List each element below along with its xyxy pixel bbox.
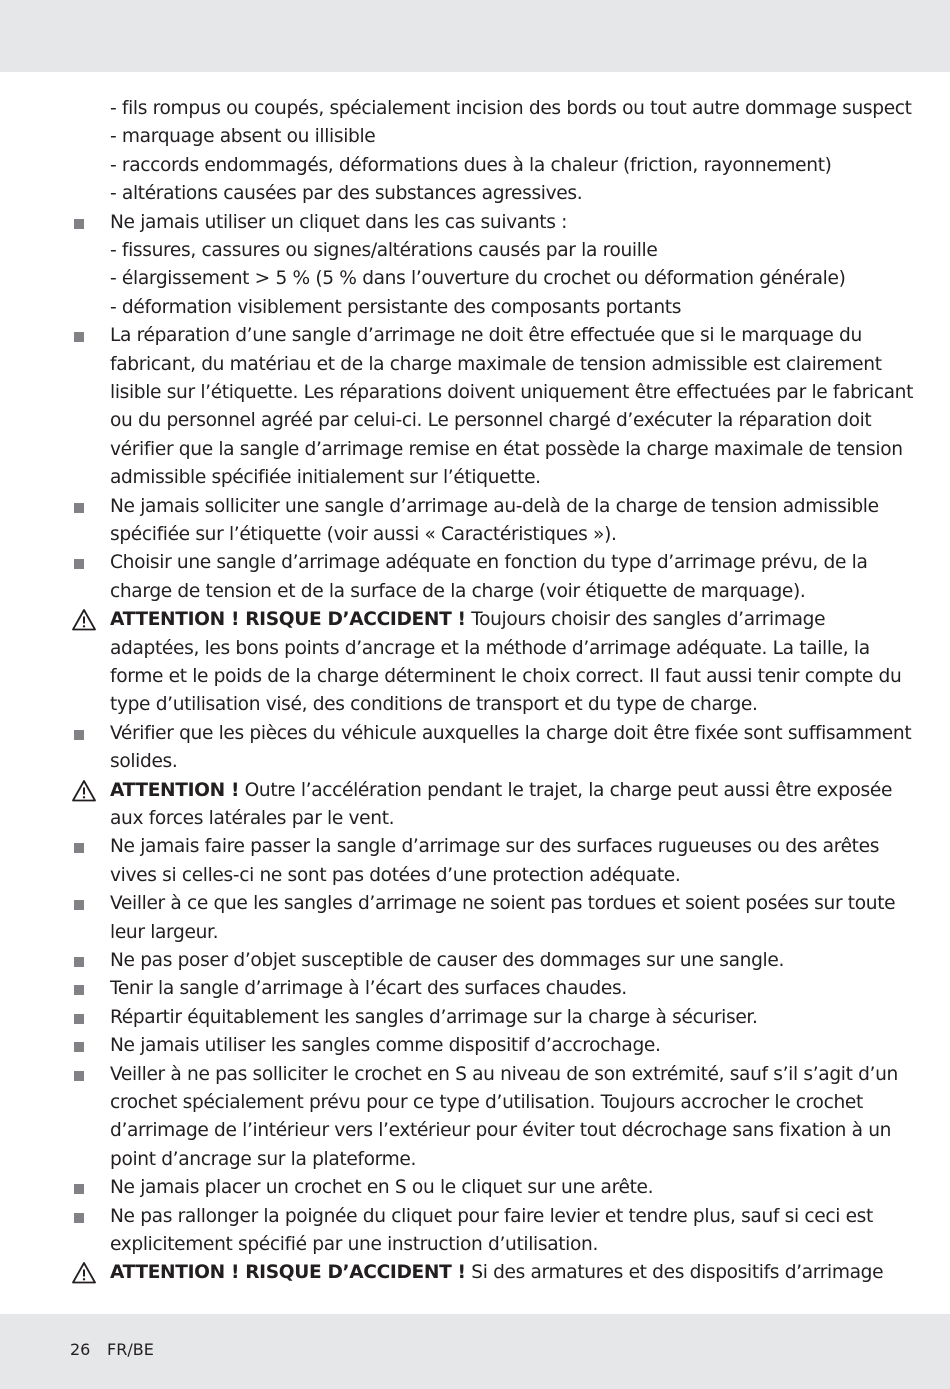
line-text: aux forces latérales par le vent.: [110, 808, 395, 829]
bullet-square-icon: [74, 1184, 84, 1194]
line-text: ou du personnel agréé par celui-ci. Le personnel chargé d’exécuter la réparation doit: [110, 410, 872, 432]
line-text: Ne jamais placer un crochet en S ou le cliquet sur une arête.: [110, 1177, 654, 1199]
bullet-square-icon: [74, 957, 84, 967]
line-text: vérifier que la sangle d’arrimage remise en état possède la charge maximale de tension: [110, 438, 903, 460]
text-line: [110, 1032, 900, 1060]
line-text: spécifiée sur l’étiquette (voir aussi « Caractéristiques »).: [110, 524, 617, 545]
warning-label: ATTENTION ! RISQUE D’ACCIDENT !: [110, 1262, 466, 1284]
language-code: FR/BE: [107, 1340, 154, 1359]
line-text: point d’ancrage sur la plateforme.: [110, 1148, 417, 1170]
text-line: [110, 265, 900, 293]
line-text: vives si celles-ci ne sont pas dotées d’une protection adéquate.: [110, 864, 681, 886]
line-text: - fissures, cassures ou signes/altérations causés par la rouille: [110, 240, 658, 261]
line-text: Outre l’accélération pendant le trajet, la charge peut aussi être exposée: [239, 779, 893, 801]
line-text: lisible sur l’étiquette. Les réparations doivent uniquement être effectuées par le fabricant: [110, 382, 914, 403]
text-line: [110, 237, 900, 265]
text-line: [110, 95, 912, 123]
text-line: [110, 1061, 900, 1089]
line-text: Vérifier que les pièces du véhicule auxquelles la charge doit être fixée sont suffisamment: [110, 722, 912, 744]
text-line: [110, 720, 912, 748]
warning-label: ATTENTION !: [110, 779, 240, 801]
text-line: [110, 947, 900, 975]
line-text: Ne jamais solliciter une sangle d’arrimage au-delà de la charge de tension admissible: [110, 495, 879, 517]
page-number: 26: [70, 1340, 91, 1359]
text-line: [110, 521, 900, 549]
text-line: [110, 777, 900, 805]
line-text: Si des armatures et des dispositifs d’arrimage: [465, 1262, 884, 1284]
line-text: fabricant, du matériau et de la charge maximale de tension admissible est clairement: [110, 353, 882, 375]
text-line: [110, 578, 900, 606]
text-line: [110, 1146, 900, 1174]
line-text: - élargissement > 5 % (5 % dans l’ouverture du crochet ou déformation générale): [110, 268, 846, 290]
text-line: [110, 180, 900, 208]
bullet-square-icon: [74, 559, 84, 569]
bullet-square-icon: [74, 219, 84, 229]
line-text: - déformation visiblement persistante des composants portants: [110, 296, 682, 318]
warning-triangle-icon: [71, 608, 97, 632]
line-text: Veiller à ne pas solliciter le crochet en S au niveau de son extrémité, sauf s’il s’agit d’un: [110, 1063, 898, 1085]
warning-triangle-icon: [71, 779, 97, 803]
bullet-square-icon: [74, 985, 84, 995]
text-line: [110, 436, 903, 464]
line-text: explicitement spécifié par une instruction d’utilisation.: [110, 1234, 599, 1255]
bullet-square-icon: [74, 730, 84, 740]
text-line: [110, 833, 900, 861]
text-line: [110, 407, 900, 435]
line-text: Veiller à ce que les sangles d’arrimage ne soient pas tordues et soient posées sur toute: [110, 893, 896, 915]
line-text: Ne pas rallonger la poignée du cliquet pour faire levier et tendre plus, sauf si ceci est: [110, 1205, 873, 1227]
bullet-square-icon: [74, 1042, 84, 1052]
text-line: [110, 1174, 900, 1202]
text-line: [110, 691, 900, 719]
bullet-square-icon: [74, 503, 84, 513]
line-text: Toujours choisir des sangles d’arrimage: [465, 609, 826, 631]
line-text: solides.: [110, 751, 178, 773]
line-text: leur largeur.: [110, 921, 219, 943]
line-text: adaptées, les bons points d’ancrage et la méthode d’arrimage adéquate. La taille, la: [110, 637, 870, 659]
bullet-square-icon: [74, 1213, 84, 1223]
line-text: Ne pas poser d’objet susceptible de causer des dommages sur une sangle.: [110, 950, 785, 971]
text-line: [110, 975, 900, 1003]
text-line: [110, 635, 900, 663]
line-text: - altérations causées par des substances agressives.: [110, 183, 583, 205]
bullet-square-icon: [74, 900, 84, 910]
line-text: - fils rompus ou coupés, spécialement incision des bords ou tout autre dommage suspect: [110, 98, 912, 119]
line-text: type d’utilisation visé, des conditions de transport et du type de charge.: [110, 694, 758, 716]
text-line: [110, 152, 900, 180]
text-line: [110, 862, 900, 890]
text-line: [110, 890, 900, 918]
line-text: - marquage absent ou illisible: [110, 126, 376, 148]
bullet-square-icon: [74, 332, 84, 342]
line-text: Répartir équitablement les sangles d’arrimage sur la charge à sécuriser.: [110, 1006, 758, 1028]
text-line: [110, 209, 900, 237]
line-text: Tenir la sangle d’arrimage à l’écart des surfaces chaudes.: [110, 978, 627, 1000]
line-text: Ne jamais utiliser les sangles comme dispositif d’accrochage.: [110, 1035, 661, 1057]
text-line: [110, 606, 900, 634]
line-text: admissible spécifiée initialement sur l’étiquette.: [110, 467, 541, 489]
text-line: [110, 1117, 900, 1145]
bullet-square-icon: [74, 1014, 84, 1024]
text-line: [110, 493, 900, 521]
bullet-square-icon: [74, 843, 84, 853]
line-text: crochet spécialement prévu pour ce type d’utilisation. Toujours accrocher le crochet: [110, 1092, 863, 1113]
line-text: Choisir une sangle d’arrimage adéquate en fonction du type d’arrimage prévu, de la: [110, 552, 868, 574]
text-line: [110, 1231, 900, 1259]
line-text: La réparation d’une sangle d’arrimage ne doit être effectuée que si le marquage du: [110, 325, 862, 347]
text-line: [110, 919, 900, 947]
text-line: [110, 549, 900, 577]
text-line: [110, 123, 900, 151]
warning-triangle-icon: [71, 1261, 97, 1285]
bullet-square-icon: [74, 1071, 84, 1081]
text-line: [110, 322, 900, 350]
line-text: Ne jamais faire passer la sangle d’arrimage sur des surfaces rugueuses ou des arêtes: [110, 836, 880, 858]
line-text: Ne jamais utiliser un cliquet dans les cas suivants :: [110, 211, 568, 233]
footer-band: [0, 1314, 950, 1389]
line-text: - raccords endommagés, déformations dues à la chaleur (friction, rayonnement): [110, 154, 832, 176]
text-line: [110, 748, 900, 776]
warning-label: ATTENTION ! RISQUE D’ACCIDENT !: [110, 609, 466, 631]
header-band: [0, 0, 950, 72]
text-line: [110, 1203, 900, 1231]
line-text: forme et le poids de la charge déterminent le choix correct. Il faut aussi tenir compte du: [110, 666, 902, 687]
text-line: [110, 1259, 900, 1287]
text-line: [110, 1004, 900, 1032]
text-line: [110, 294, 900, 322]
text-line: [110, 351, 900, 379]
text-line: [110, 379, 914, 407]
text-line: [110, 663, 900, 691]
line-text: charge de tension et de la surface de la charge (voir étiquette de marquage).: [110, 580, 806, 602]
text-line: [110, 805, 900, 833]
line-text: d’arrimage de l’intérieur vers l’extérieur pour éviter tout décrochage sans fixation à un: [110, 1120, 892, 1142]
text-line: [110, 464, 900, 492]
text-line: [110, 1089, 900, 1117]
